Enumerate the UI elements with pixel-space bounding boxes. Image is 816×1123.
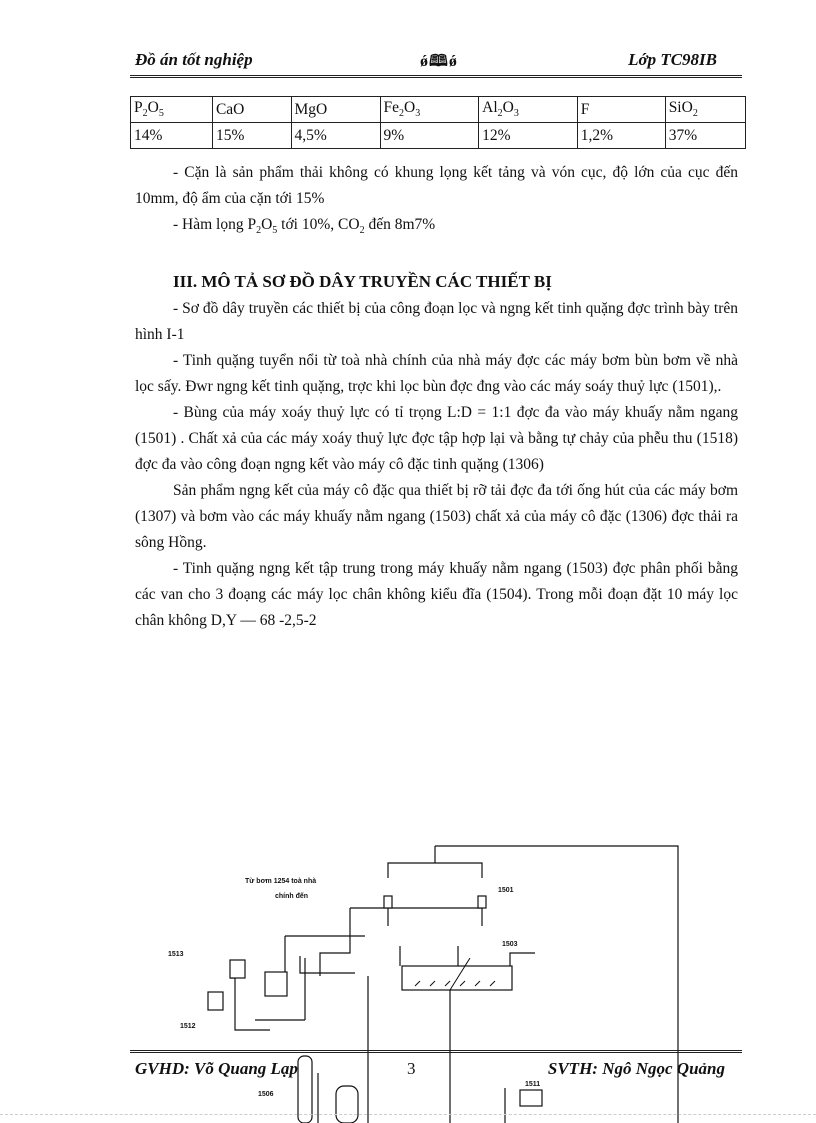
paragraph: - Tinh quặng ngng kết tập trung trong máy khuấy nằm ngang (1503) đợc phân phối bằng các van cho 3 đoạng các máy lọc chân không kiểu đĩa (1504). Trong mỗi đoạn đặt 10 máy lọc chân không D,Y — 68 -2,5-2 [135, 560, 738, 630]
header-ornament: ǿ🕮ǿ [420, 53, 458, 70]
header-right: Lớp TC98IB [628, 50, 717, 69]
tag-label: 1506 [258, 1091, 274, 1098]
table-cell: 14% [131, 123, 213, 149]
column-right [336, 1086, 358, 1123]
table-header-cell: $Fe_2O_3$ [380, 97, 479, 123]
table-header-cell: $Al_2O_3$ [479, 97, 578, 123]
tag-label: 1503 [502, 941, 518, 948]
pump-1513 [230, 960, 245, 978]
paragraph: - Hàm lọng $P_2O_5$ tới 10%, $CO_2$ đến 8m7% [173, 216, 436, 237]
paragraph: - Tinh quặng tuyển nổi từ toà nhà chính của nhà máy đợc các máy bơm bùn bơm về nhà lọc sấy. Đwr ngng kết tinh quặng, trợc khi lọc bùn đợc đng vào các máy soáy thuỷ lực (1501),. [135, 352, 738, 396]
paragraph: - Cặn là sản phẩm thải không có khung lọng kết tảng và vón cục, độ lớn của cục đến 10mm, độ ẩm của cặn tới 15% [135, 164, 738, 207]
hydrocyclone-left [384, 896, 392, 908]
table-cell: 1,2% [577, 123, 665, 149]
paragraph: - Bùng của máy xoáy thuỷ lực có tỉ trọng L:D = 1:1 đợc đa vào máy khuấy nằm ngang (1501) . Chất xả của các máy xoáy thuỷ lực đợc tập hợp lại và bằng tự chảy của phễu thu (1518) đợc đa vào công đoạn ngng kết vào máy cô đặc tinh quặng (1306) [135, 404, 738, 474]
source-label: chính đến [275, 893, 309, 900]
pump-1512 [208, 992, 223, 1010]
table-header-cell: F [577, 97, 665, 123]
page-number: 3 [407, 1059, 416, 1078]
pump-1511 [520, 1090, 542, 1106]
footer-rule [130, 1050, 742, 1053]
tag-label: 1513 [168, 951, 184, 958]
footer-right: SVTH: Ngô Ngọc Quảng [547, 1059, 725, 1078]
table-row [131, 123, 746, 149]
section-heading: III. MÔ TẢ SƠ ĐỒ DÂY TRUYỀN CÁC THIẾT BỊ [173, 272, 552, 292]
table-cell: 15% [212, 123, 291, 149]
page-footer [135, 1059, 725, 1083]
page-header [135, 50, 717, 74]
hydrocyclone-1501 [478, 896, 486, 908]
table-header-cell: MgO [291, 97, 380, 123]
paragraph: - Sơ đồ dây truyền các thiết bị của công đoạn lọc và ngng kết tinh quặng đợc trình bày trên hình I-1 [135, 300, 738, 344]
header-rule [130, 75, 742, 78]
diagram-equipment [208, 896, 542, 1123]
table-cell: 12% [479, 123, 578, 149]
table-cell: 37% [665, 123, 745, 149]
table-cell: 4,5% [291, 123, 380, 149]
table-header-cell: SiO$_2$ [665, 97, 745, 123]
header-left: Đồ án tốt nghiệp [135, 50, 253, 69]
table-cell: 9% [380, 123, 479, 149]
source-label: Từ bơm 1254 toà nhà [245, 878, 317, 885]
composition-table [130, 96, 746, 149]
tag-label: 1501 [498, 887, 514, 894]
paragraph: Sản phẩm ngng kết của máy cô đặc qua thiết bị rỡ tải đợc đa tới ống hút của các máy bơm (1307) và bơm vào các máy khuấy nằm ngang (1503) chất xả của máy cô đặc (1306) đợc thải ra sông Hồng. [135, 482, 738, 552]
page-bottom-divider [0, 1114, 816, 1115]
table-header-cell: $P_2O_5$ [131, 97, 213, 123]
footer-left: GVHD: Võ Quang Lạp [135, 1059, 298, 1078]
table-header-cell: CaO [212, 97, 291, 123]
tag-label: 1511 [525, 1081, 541, 1088]
tag-label: 1512 [180, 1023, 196, 1030]
tank-left [265, 972, 287, 996]
table-header-row [131, 97, 746, 123]
body-text [135, 160, 738, 634]
